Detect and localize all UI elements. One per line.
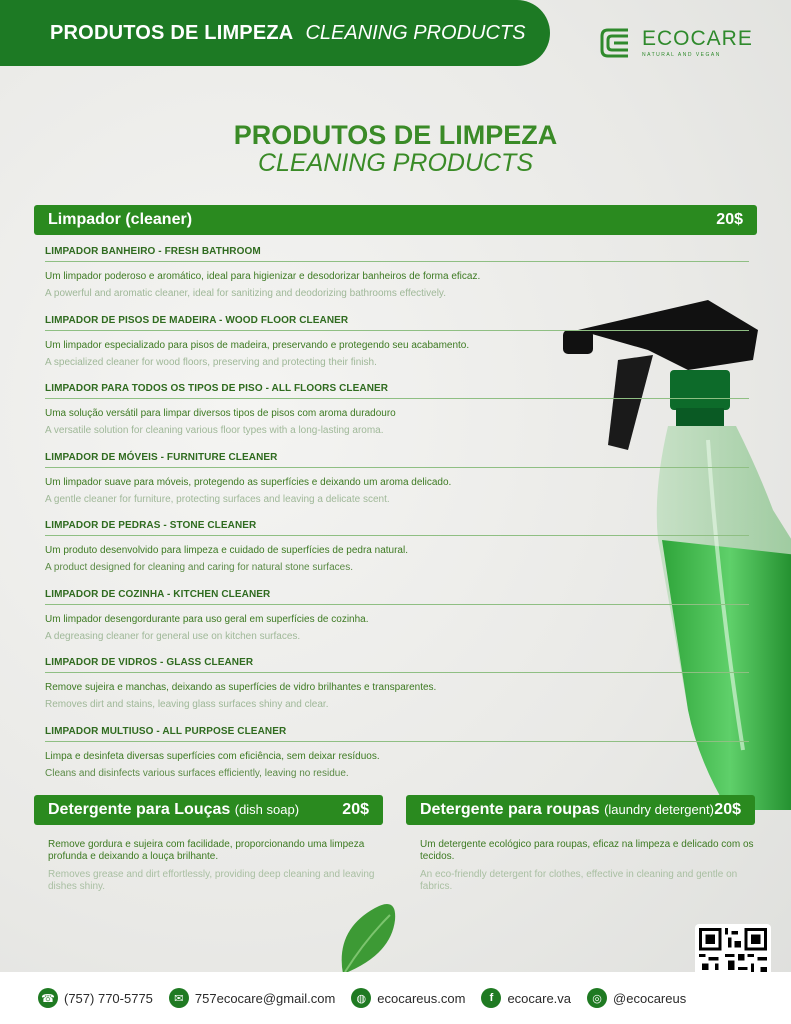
item-title: LIMPADOR PARA TODOS OS TIPOS DE PISO - ALL FLOORS CLEANER [45, 381, 749, 399]
website-url: ecocareus.com [377, 990, 466, 1006]
logo-tagline: NATURAL AND VEGAN [642, 51, 721, 58]
laundry-bar [406, 795, 755, 825]
item-desc-pt: Um limpador desengordurante para uso geral em superfícies de cozinha. [45, 613, 369, 625]
list-item [45, 587, 749, 656]
ecocare-logo-icon [598, 24, 634, 60]
item-desc-en: A degreasing cleaner for general use on kitchen surfaces. [45, 630, 301, 642]
item-title: LIMPADOR BANHEIRO - FRESH BATHROOM [45, 244, 749, 262]
dish-soap-name [48, 801, 299, 819]
phone-icon: ☎ [38, 988, 58, 1008]
website-contact[interactable] [351, 988, 465, 1008]
item-desc-en: A gentle cleaner for furniture, protecting surfaces and leaving a delicate scent. [45, 493, 390, 505]
list-item [45, 313, 749, 382]
item-desc-pt: Remove sujeira e manchas, deixando as superfícies de vidro brilhantes e transparentes. [45, 682, 437, 693]
email-icon: ✉ [169, 988, 189, 1008]
dish-soap-name-pt: Detergente para Louças [48, 801, 231, 818]
logo-name: ECOCARE [642, 26, 753, 50]
dish-soap-name-en: (dish soap) [234, 802, 300, 817]
item-desc-pt: Um limpador especializado para pisos de madeira, preservando e protegendo seu acabamento. [45, 339, 470, 351]
laundry-price: 20$ [714, 801, 741, 818]
list-item [45, 518, 749, 587]
phone-number: (757) 770-5775 [64, 990, 153, 1006]
item-title: LIMPADOR MULTIUSO - ALL PURPOSE CLEANER [45, 724, 749, 742]
item-desc-en: A product designed for cleaning and caring for natural stone surfaces. [45, 562, 353, 573]
list-item [45, 450, 749, 519]
instagram-icon: ◎ [587, 988, 607, 1008]
list-item [45, 655, 749, 724]
cleaner-items-list [45, 244, 749, 792]
dish-soap-price: 20$ [342, 801, 369, 818]
laundry-description [420, 839, 755, 893]
item-title: LIMPADOR DE MÓVEIS - FURNITURE CLEANER [45, 450, 749, 468]
item-desc-en: Removes dirt and stains, leaving glass surfaces shiny and clear. [45, 699, 329, 710]
laundry-name-en: (laundry detergent) [604, 802, 714, 817]
contact-footer [0, 972, 791, 1024]
item-desc-pt: Um limpador poderoso e aromático, ideal para higienizar e desodorizar banheiros de forma eficaz. [45, 271, 481, 282]
laundry-name-pt: Detergente para roupas [420, 801, 600, 818]
ecocare-logo [598, 24, 753, 60]
main-title-en: CLEANING PRODUCTS [257, 149, 534, 177]
item-desc-en: A powerful and aromatic cleaner, ideal for sanitizing and deodorizing bathrooms effectively. [45, 288, 446, 299]
facebook-icon: f [481, 988, 501, 1008]
item-title: LIMPADOR DE PISOS DE MADEIRA - WOOD FLOOR CLEANER [45, 313, 749, 331]
item-desc-pt: Limpa e desinfeta diversas superfícies com eficiência, sem deixar resíduos. [45, 750, 380, 762]
list-item [45, 244, 749, 313]
facebook-handle: ecocare.va [507, 990, 572, 1006]
item-desc-pt: Um produto desenvolvido para limpeza e cuidado de superfícies de pedra natural. [45, 545, 408, 556]
item-title: LIMPADOR DE COZINHA - KITCHEN CLEANER [45, 587, 749, 605]
list-item [45, 724, 749, 793]
item-desc-pt: Uma solução versátil para limpar diversos tipos de pisos com aroma duradouro [45, 408, 396, 419]
list-item [45, 381, 749, 450]
email-contact[interactable] [169, 988, 335, 1008]
header-title-en: CLEANING PRODUCTS [305, 21, 526, 44]
laundry-name [420, 801, 714, 819]
instagram-contact[interactable] [587, 988, 686, 1008]
cleaner-section-name: Limpador (cleaner) [48, 211, 193, 228]
main-title-pt: PRODUTOS DE LIMPEZA [233, 120, 558, 150]
dish-soap-description [48, 839, 378, 893]
item-desc-en: Cleans and disinfects various surfaces efficiently, leaving no residue. [45, 767, 349, 779]
laundry-desc-pt: Um detergente ecológico para roupas, eficaz na limpeza e delicado com os tecidos. [420, 839, 754, 862]
cleaner-section-price: 20$ [716, 211, 743, 228]
dish-soap-desc-pt: Remove gordura e sujeira com facilidade, proporcionando uma limpeza profunda e deixando a louça brilhante. [48, 839, 365, 862]
dish-soap-desc-en: Removes grease and dirt effortlessly, providing deep cleaning and leaving dishes shiny. [48, 869, 375, 892]
header-banner [0, 0, 550, 66]
globe-icon: ◍ [351, 988, 371, 1008]
email-address: 757ecocare@gmail.com [194, 990, 336, 1006]
cleaner-section-bar [34, 205, 757, 235]
leaf-image [335, 900, 405, 974]
item-desc-pt: Um limpador suave para móveis, protegendo as superfícies e deixando um aroma delicado. [45, 476, 452, 488]
item-desc-en: A specialized cleaner for wood floors, preserving and protecting their finish. [45, 356, 377, 368]
facebook-contact[interactable] [481, 988, 571, 1008]
item-title: LIMPADOR DE PEDRAS - STONE CLEANER [45, 518, 749, 536]
laundry-desc-en: An eco-friendly detergent for clothes, effective in cleaning and gentle on fabrics. [420, 869, 738, 892]
item-desc-en: A versatile solution for cleaning various floor types with a long-lasting aroma. [45, 425, 384, 436]
header-title-pt: PRODUTOS DE LIMPEZA [50, 21, 294, 44]
phone-contact[interactable] [38, 988, 153, 1008]
instagram-handle: @ecocareus [613, 990, 687, 1006]
main-title [0, 120, 791, 176]
item-title: LIMPADOR DE VIDROS - GLASS CLEANER [45, 655, 749, 673]
dish-soap-bar [34, 795, 383, 825]
